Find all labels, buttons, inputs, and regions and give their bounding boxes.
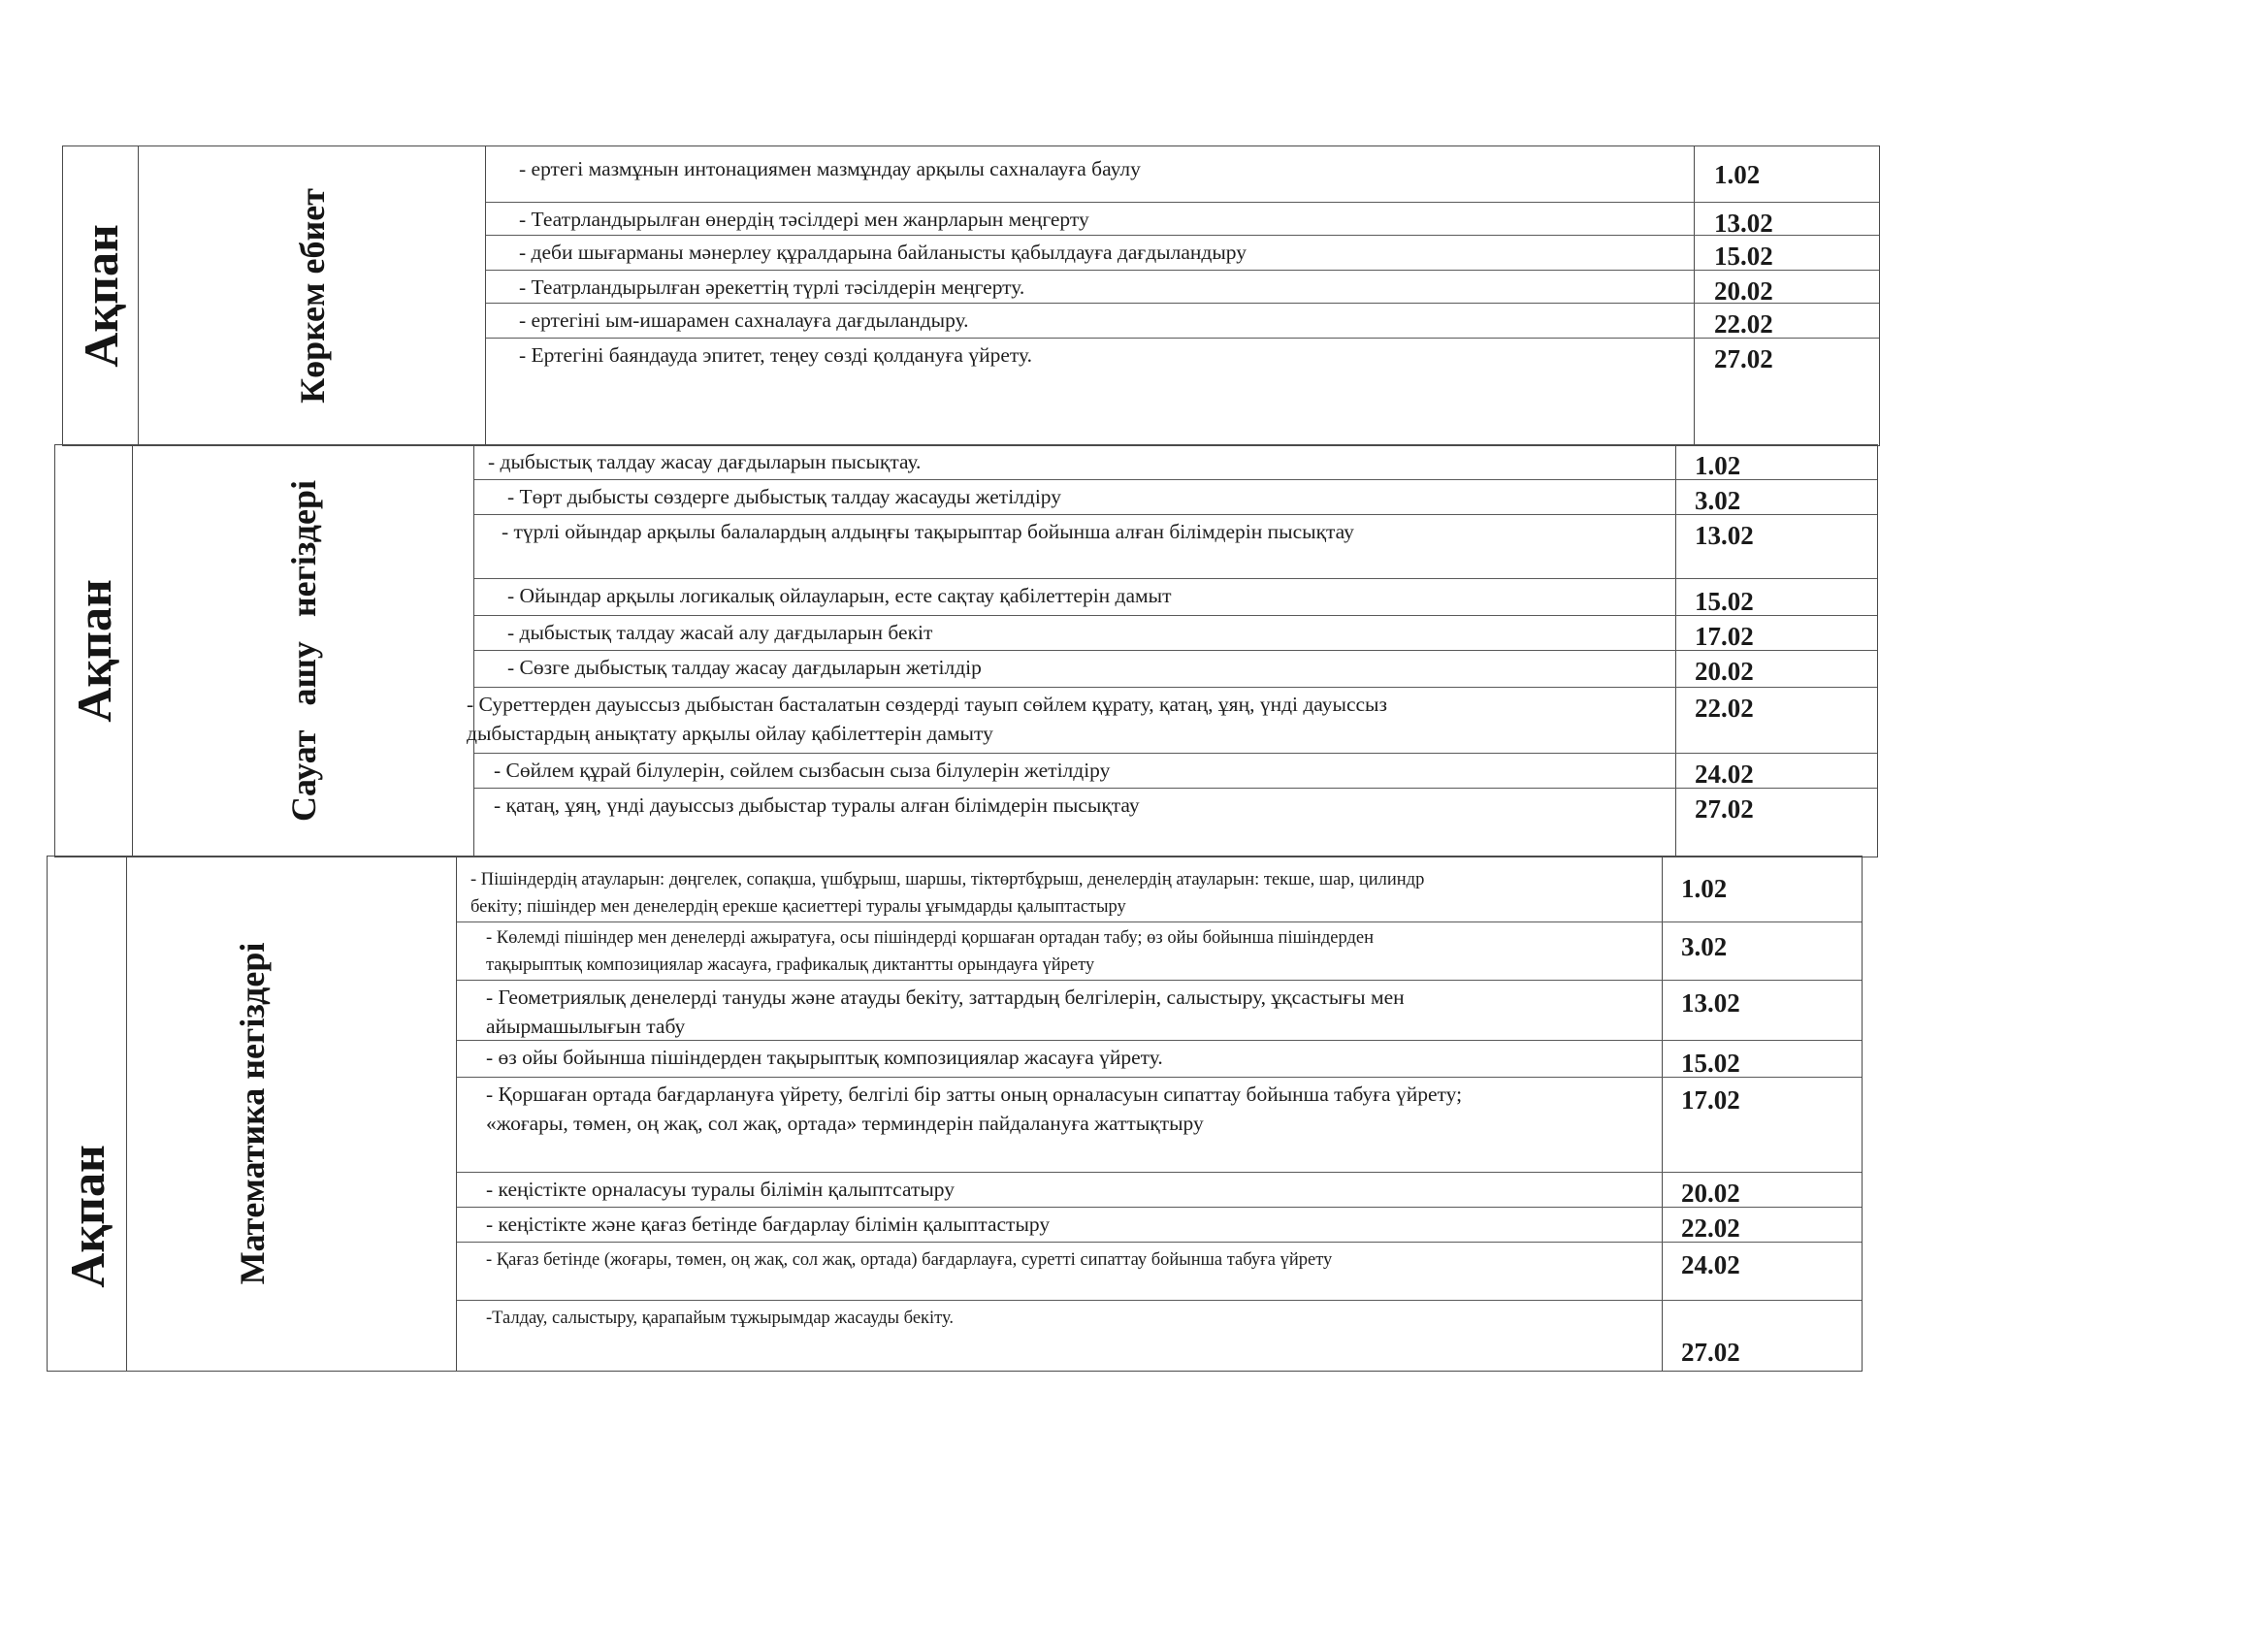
rows-container xyxy=(486,146,1879,445)
subject-label: Математика негіздері xyxy=(232,942,272,1285)
table-row xyxy=(474,789,1877,857)
row-date: 1.02 xyxy=(1714,160,1761,189)
row-date: 20.02 xyxy=(1695,657,1754,686)
table-row xyxy=(457,1041,1862,1078)
section-matematika xyxy=(47,856,1863,1372)
table-row xyxy=(467,688,1877,754)
row-text: - Ертегіні баяндауда эпитет, теңеу сөзді қолдануға үйрету. xyxy=(519,343,1032,367)
row-date: 3.02 xyxy=(1681,932,1728,961)
row-text: - Геометриялық денелерді тануды және атауды бекіту, заттардың белгілерін, салыстыру, ұқсастығы мен айырмашылығын табу xyxy=(486,986,1405,1038)
table-row xyxy=(474,616,1877,651)
table-row xyxy=(457,1301,1862,1371)
row-date: 17.02 xyxy=(1695,622,1754,651)
row-text: - Суреттерден дауыссыз дыбыстан басталатын сөздерді тауып сөйлем құрату, қатаң, ұяң, үнді дауыссыз дыбыстардың анықтату арқылы ойлау қабілеттерін дамыту xyxy=(467,693,1387,745)
table-row xyxy=(457,1078,1862,1173)
row-date: 20.02 xyxy=(1681,1179,1740,1208)
row-text: - кеңістікте орналасуы туралы білімін қалыптсатыру xyxy=(486,1178,956,1201)
table-row xyxy=(457,1243,1862,1301)
month-column xyxy=(48,857,127,1371)
row-date: 3.02 xyxy=(1695,486,1741,515)
row-text: -Талдау, салыстыру, қарапайым тұжырымдар жасауды бекіту. xyxy=(486,1309,955,1328)
row-date: 15.02 xyxy=(1681,1049,1740,1078)
row-text: - Сөзге дыбыстық талдау жасау дағдыларын жетілдір xyxy=(507,656,982,679)
row-date: 27.02 xyxy=(1695,794,1754,824)
table-row xyxy=(457,1208,1862,1243)
subject-label: Сауат ашу негіздері xyxy=(283,480,323,822)
row-date: 13.02 xyxy=(1695,521,1754,550)
row-text: - түрлі ойындар арқылы балалардың алдыңғы тақырыптар бойынша алған білімдерін пысықтау xyxy=(502,520,1354,543)
section-sauat-ashu xyxy=(54,444,1878,857)
section-korkem-ebiet xyxy=(62,146,1880,446)
table-row xyxy=(474,651,1877,688)
table-row xyxy=(474,480,1877,515)
row-date: 27.02 xyxy=(1681,1338,1740,1367)
row-text: - дыбыстық талдау жасай алу дағдыларын бекіт xyxy=(507,621,933,644)
row-date: 27.02 xyxy=(1714,344,1773,373)
subject-column xyxy=(127,857,457,1371)
row-date: 20.02 xyxy=(1714,276,1773,306)
row-text: - Төрт дыбысты сөздерге дыбыстық талдау жасауды жетілдіру xyxy=(507,485,1062,508)
table-row xyxy=(474,445,1877,480)
row-date: 17.02 xyxy=(1681,1085,1740,1115)
month-label: Ақпан xyxy=(59,1145,114,1288)
table-row xyxy=(486,203,1879,236)
row-date: 1.02 xyxy=(1681,874,1728,903)
row-date: 22.02 xyxy=(1714,309,1773,339)
table-row xyxy=(474,754,1877,789)
row-text: - Театрландырылған өнердің тәсілдері мен жанрларын меңгерту xyxy=(519,208,1089,231)
table-row xyxy=(486,304,1879,339)
row-text: - Көлемді пішіндер мен денелерді ажыратуға, осы пішіндерді қоршаған ортадан табу; өз ойы бойынша пішіндерден тақырыптық композициялар жасауға, графикалық диктантты орындауға үйрету xyxy=(486,928,1375,975)
subject-column xyxy=(133,445,474,857)
row-date: 13.02 xyxy=(1714,209,1773,238)
subject-column xyxy=(139,146,486,445)
row-text: - деби шығарманы мәнерлеу құралдарына байланысты қабылдауға дағдыландыру xyxy=(519,241,1247,264)
table-row xyxy=(486,236,1879,271)
table-row xyxy=(486,271,1879,304)
row-text: - Қоршаған ортада бағдарлануға үйрету, белгілі бір затты оның орналасуын сипаттау бойынша табуға үйрету; «жоғары, төмен, оң жақ, сол жақ, ортада» терминдерін пайдалануға жаттықтыру xyxy=(486,1083,1463,1135)
row-text: - ертегі мазмұнын интонациямен мазмұндау арқылы сахналауға баулу xyxy=(519,157,1141,180)
row-text: - кеңістікте және қағаз бетінде бағдарлау білімін қалыптастыру xyxy=(486,1212,1051,1236)
row-date: 15.02 xyxy=(1714,242,1773,271)
row-text: - Пішіндердің атауларын: дөңгелек, сопақша, үшбұрыш, шаршы, тіктөртбұрыш, денелердің атауларын: текше, шар, цилиндр бекіту; пішіндер мен денелердің ерекше қасиеттері туралы ұғымдарды қалыптастыру xyxy=(470,870,1425,917)
row-text: - Қағаз бетінде (жоғары, төмен, оң жақ, сол жақ, ортада) бағдарлауға, суретті сипаттау бойынша табуға үйрету xyxy=(486,1250,1333,1270)
table-row xyxy=(474,515,1877,579)
row-date: 24.02 xyxy=(1695,760,1754,789)
row-text: - өз ойы бойынша пішіндерден тақырыптық композициялар жасауға үйрету. xyxy=(486,1046,1163,1069)
month-label: Ақпан xyxy=(66,579,121,723)
table-row xyxy=(486,146,1879,203)
row-date: 22.02 xyxy=(1695,694,1754,723)
row-text: - ертегіні ым-ишарамен сахналауға дағдыландыру. xyxy=(519,308,969,332)
row-text: - дыбыстық талдау жасау дағдыларын пысықтау. xyxy=(488,450,922,473)
month-column xyxy=(63,146,139,445)
row-date: 13.02 xyxy=(1681,988,1740,1018)
rows-container xyxy=(467,445,1877,857)
table-row xyxy=(486,339,1879,445)
row-date: 1.02 xyxy=(1695,451,1741,480)
table-row xyxy=(457,1173,1862,1208)
table-row xyxy=(457,857,1862,922)
row-date: 24.02 xyxy=(1681,1250,1740,1279)
row-text: - Ойындар арқылы логикалық ойлауларын, есте сақтау қабілеттерін дамыт xyxy=(507,584,1172,607)
rows-container xyxy=(457,857,1862,1371)
row-text: - Театрландырылған әрекеттің түрлі тәсілдерін меңгерту. xyxy=(519,275,1025,299)
subject-label: Көркем ебиет xyxy=(292,188,332,404)
table-row xyxy=(474,579,1877,616)
row-date: 22.02 xyxy=(1681,1213,1740,1243)
row-text: - қатаң, ұяң, үнді дауыссыз дыбыстар туралы алған білімдерін пысықтау xyxy=(494,793,1140,817)
table-row xyxy=(457,981,1862,1041)
row-text: - Сөйлем құрай білулерін, сөйлем сызбасын сыза білулерін жетілдіру xyxy=(494,759,1111,782)
row-date: 15.02 xyxy=(1695,587,1754,616)
month-label: Ақпан xyxy=(73,224,128,368)
month-column xyxy=(55,445,133,857)
table-row xyxy=(457,922,1862,981)
